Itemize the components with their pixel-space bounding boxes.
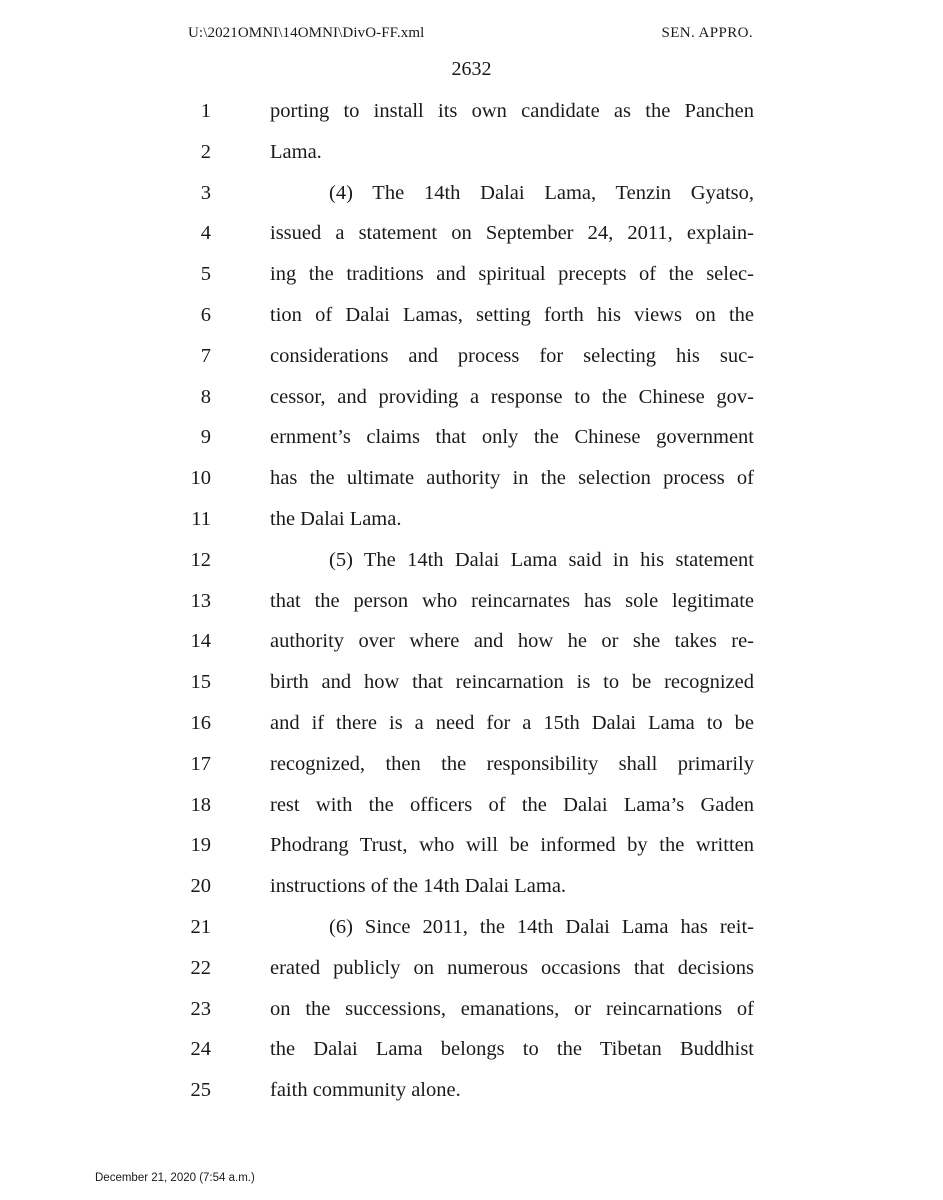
text-line xyxy=(0,744,943,785)
line-text: faith community alone. xyxy=(270,1079,461,1102)
text-line xyxy=(0,948,943,989)
bill-text-body xyxy=(0,91,943,1111)
text-line xyxy=(0,581,943,622)
line-number: 20 xyxy=(190,875,211,898)
line-number: 13 xyxy=(190,589,211,612)
text-line xyxy=(0,989,943,1030)
line-number: 24 xyxy=(190,1038,211,1061)
line-text: tion of Dalai Lamas, setting forth his views on the xyxy=(270,303,754,326)
line-text: (4) The 14th Dalai Lama, Tenzin Gyatso, xyxy=(329,181,754,204)
text-line xyxy=(0,499,943,540)
line-number: 3 xyxy=(200,181,211,204)
text-line xyxy=(0,336,943,377)
text-line xyxy=(0,907,943,948)
text-line xyxy=(0,417,943,458)
line-number: 4 xyxy=(200,222,211,245)
line-number: 15 xyxy=(190,671,211,694)
line-text: Phodrang Trust, who will be informed by the written xyxy=(270,834,754,857)
text-line xyxy=(0,295,943,336)
header-committee: SEN. APPRO. xyxy=(661,25,753,41)
text-line xyxy=(0,662,943,703)
line-number: 10 xyxy=(190,467,211,490)
line-text: the Dalai Lama. xyxy=(270,507,402,530)
text-line xyxy=(0,132,943,173)
text-line xyxy=(0,785,943,826)
line-number: 11 xyxy=(191,507,211,530)
line-text: authority over where and how he or she takes re- xyxy=(270,630,754,653)
line-number: 1 xyxy=(200,100,211,122)
line-number: 16 xyxy=(190,711,211,734)
line-number: 2 xyxy=(200,140,211,163)
line-text: rest with the officers of the Dalai Lama’s Gaden xyxy=(270,793,754,816)
line-text: ernment’s claims that only the Chinese government xyxy=(270,426,754,449)
text-line xyxy=(0,621,943,662)
text-line xyxy=(0,866,943,907)
line-text: has the ultimate authority in the selection process of xyxy=(270,467,754,490)
line-text: (6) Since 2011, the 14th Dalai Lama has reit- xyxy=(329,915,754,938)
line-text: erated publicly on numerous occasions that decisions xyxy=(270,956,754,979)
line-number: 25 xyxy=(190,1079,211,1102)
line-number: 17 xyxy=(190,752,211,775)
line-text: cessor, and providing a response to the Chinese gov- xyxy=(270,385,754,408)
line-number: 7 xyxy=(200,344,211,367)
header-file-path: U:\2021OMNI\14OMNI\DivO-FF.xml xyxy=(188,25,425,41)
line-number: 9 xyxy=(200,426,211,449)
text-line xyxy=(0,1070,943,1111)
line-text: recognized, then the responsibility shall primarily xyxy=(270,752,754,775)
text-line xyxy=(0,825,943,866)
line-number: 23 xyxy=(190,997,211,1020)
line-number: 21 xyxy=(190,915,211,938)
text-line xyxy=(0,377,943,418)
line-text: Lama. xyxy=(270,140,322,163)
line-number: 14 xyxy=(190,630,211,653)
text-line xyxy=(0,254,943,295)
line-text: issued a statement on September 24, 2011, explain- xyxy=(270,222,754,245)
line-number: 6 xyxy=(200,303,211,326)
text-line xyxy=(0,540,943,581)
text-line xyxy=(0,458,943,499)
text-line xyxy=(0,173,943,214)
line-text: and if there is a need for a 15th Dalai Lama to be xyxy=(270,711,754,734)
line-number: 8 xyxy=(200,385,211,408)
text-line xyxy=(0,91,943,132)
line-number: 5 xyxy=(200,263,211,286)
line-number: 18 xyxy=(190,793,211,816)
line-text: considerations and process for selecting his suc- xyxy=(270,344,754,367)
text-line xyxy=(0,1029,943,1070)
text-line xyxy=(0,703,943,744)
line-text: that the person who reincarnates has sole legitimate xyxy=(270,589,754,612)
line-text: the Dalai Lama belongs to the Tibetan Buddhist xyxy=(270,1038,754,1061)
line-number: 12 xyxy=(190,548,211,571)
line-number: 22 xyxy=(190,956,211,979)
footer-timestamp: December 21, 2020 (7:54 a.m.) xyxy=(95,1172,255,1184)
line-text: ing the traditions and spiritual precepts of the selec- xyxy=(270,263,754,286)
page-number: 2632 xyxy=(451,58,492,80)
line-text: porting to install its own candidate as the Panchen xyxy=(270,100,754,122)
line-text: (5) The 14th Dalai Lama said in his statement xyxy=(329,548,754,571)
line-text: instructions of the 14th Dalai Lama. xyxy=(270,875,567,898)
line-text: on the successions, emanations, or reincarnations of xyxy=(270,997,754,1020)
line-text: birth and how that reincarnation is to be recognized xyxy=(270,671,754,694)
text-line xyxy=(0,213,943,254)
line-number: 19 xyxy=(190,834,211,857)
